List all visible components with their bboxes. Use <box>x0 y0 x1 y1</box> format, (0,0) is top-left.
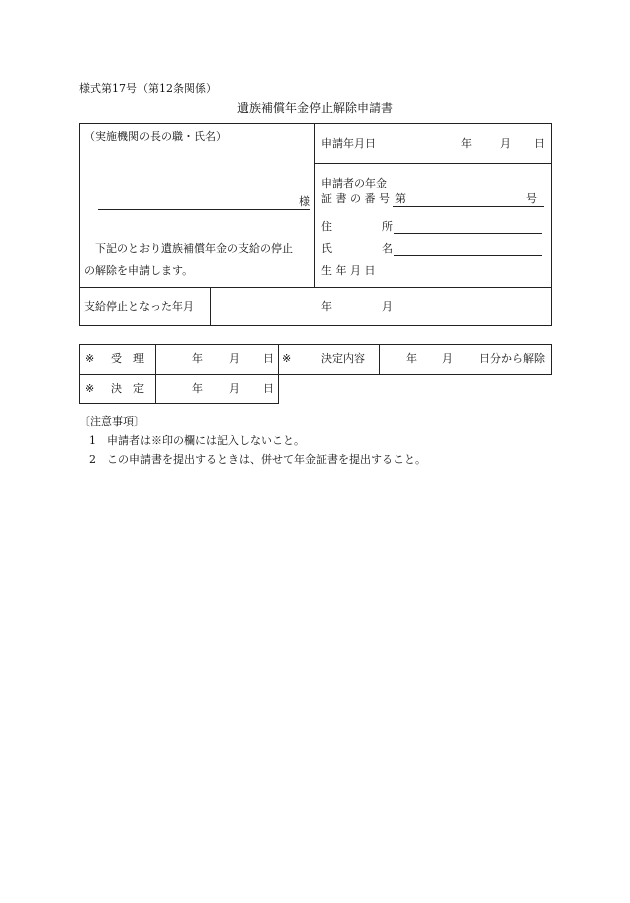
notes-heading: 〔注意事項〕 <box>79 415 145 428</box>
receipt-year: 年 <box>192 352 203 365</box>
addressee-label: （実施機関の長の職・氏名） <box>84 130 227 143</box>
office-use-table <box>79 344 552 404</box>
address-line <box>394 233 542 234</box>
note-item: 1 申請者は※印の欄には記入しないこと。 <box>89 434 305 447</box>
stop-row-cell-divider <box>210 287 211 326</box>
name-line <box>394 255 542 256</box>
decision-label: 決 定 <box>111 382 144 395</box>
stop-month: 月 <box>382 300 393 313</box>
decision-month: 月 <box>442 352 453 365</box>
application-date-day: 日 <box>534 137 545 150</box>
decision-content-mark: ※ <box>282 352 292 365</box>
column-divider <box>314 124 315 287</box>
stop-row-divider <box>80 287 552 288</box>
decision-mark: ※ <box>85 382 95 395</box>
cert-number-line <box>393 206 544 207</box>
decided-month: 月 <box>229 382 240 395</box>
application-date-month: 月 <box>500 137 511 150</box>
addressee-line <box>98 209 310 210</box>
birth-date-label: 生 年 月 日 <box>321 264 376 277</box>
decided-year: 年 <box>192 382 203 395</box>
cert-label-2: 証 書 の 番 号 <box>321 192 390 205</box>
stop-year: 年 <box>321 300 332 313</box>
office-label-divider <box>155 344 156 404</box>
application-date-year: 年 <box>461 137 472 150</box>
sama-label: 様 <box>299 195 310 208</box>
stop-label: 支給停止となった年月 <box>84 300 194 313</box>
receipt-label: 受 理 <box>111 352 144 365</box>
address-label-1: 住 <box>321 220 332 233</box>
decision-content-label: 決定内容 <box>321 352 365 365</box>
receipt-month: 月 <box>229 352 240 365</box>
decided-day: 日 <box>263 382 274 395</box>
declaration-line-1: 下記のとおり遺族補償年金の支給の停止 <box>84 242 293 255</box>
date-row-divider <box>314 163 552 164</box>
cert-dai: 第 <box>395 192 406 205</box>
name-label-1: 氏 <box>321 242 332 255</box>
cert-label-1: 申請者の年金 <box>321 177 387 190</box>
application-date-label: 申請年月日 <box>321 137 376 150</box>
form-title: 遺族補償年金停止解除申請書 <box>236 101 393 115</box>
application-form <box>79 123 552 326</box>
note-item: 2 この申請書を提出するときは、併せて年金証書を提出すること。 <box>89 453 426 466</box>
notes-section <box>79 412 426 469</box>
office-row-2 <box>79 374 279 404</box>
office-mid-divider <box>278 344 279 375</box>
decision-year: 年 <box>406 352 417 365</box>
cert-go: 号 <box>526 192 537 205</box>
form-number: 様式第17号（第12条関係） <box>79 82 217 95</box>
address-label-2: 所 <box>382 220 393 233</box>
receipt-day: 日 <box>263 352 274 365</box>
office-content-divider <box>379 344 380 375</box>
declaration-line-2: の解除を申請します。 <box>84 264 194 277</box>
decision-suffix: 日分から解除 <box>479 352 545 365</box>
receipt-mark: ※ <box>85 352 95 365</box>
name-label-2: 名 <box>382 242 393 255</box>
